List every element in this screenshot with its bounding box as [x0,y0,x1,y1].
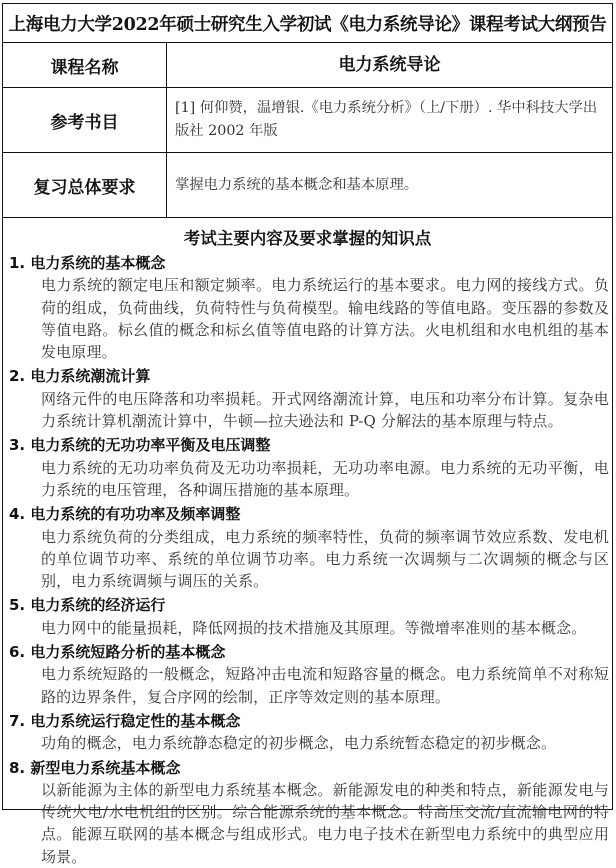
section-heading: 6. 电力系统短路分析的基本概念 [9,643,226,662]
section-heading: 7. 电力系统运行稳定性的基本概念 [9,711,241,730]
section-heading: 4. 电力系统的有功功率及频率调整 [9,505,241,524]
section-heading: 8. 新型电力系统基本概念 [9,758,181,777]
section-body: 电力系统短路的一般概念，短路冲击电流和短路容量的概念。电力系统简单不对称短路的边界条件，复合序网的绘制，正序等效定则的基本原理。 [41,665,609,706]
course-name-label: 课程名称 [3,43,167,87]
section-body: 以新能源为主体的新型电力系统基本概念。新能源发电的种类和特点，新能源发电与传统火电/水电机组的区别。综合能源系统的基本概念。特高压交流/直流输电网的特点。能源互联网的基本概念与组成形式。电力电子技术在新型电力系统中的典型应用场景。 [41,780,609,866]
section-body: 功角的概念，电力系统静态稳定的初步概念，电力系统暂态稳定的初步概念。 [41,734,557,753]
section-1 [3,252,612,363]
section-3 [3,434,612,501]
reference-books-label: 参考书目 [3,88,167,152]
section-title: 考试主要内容及要求掌握的知识点 [183,229,432,248]
section-8 [3,757,612,868]
section-body: 电力系统负荷的分类组成，电力系统的频率特性，负荷的频率调节效应系数、发电机的单位调节功率、系统的单位调节功率。电力系统一次调频与二次调频的概念与区别，电力系统调频与调压的关系。 [41,527,609,591]
section-heading: 2. 电力系统潮流计算 [9,367,151,386]
section-2 [3,365,612,432]
syllabus-table [2,3,613,866]
section-7 [3,710,612,755]
section-body: 电力系统的无功功率负荷及无功功率损耗，无功功率电源。电力系统的无功平衡，电力系统的电压管理，各种调压措施的基本原理。 [41,458,609,499]
section-4 [3,503,612,592]
row-review-requirements [3,153,612,218]
section-heading: 1. 电力系统的基本概念 [9,254,166,272]
section-5 [3,594,612,639]
knowledge-points [3,218,612,866]
section-6 [3,641,612,708]
document-title: 上海电力大学2022年硕士研究生入学初试《电力系统导论》课程考试大纲预告 [3,4,612,43]
course-name-value: 电力系统导论 [338,54,441,75]
section-heading: 5. 电力系统的经济运行 [9,596,166,615]
section-body: 网络元件的电压降落和功率损耗。开式网络潮流计算，电压和功率分布计算。复杂电力系统计算机潮流计算中，牛顿—拉夫逊法和 P-Q 分解法的基本原理与特点。 [41,389,609,431]
row-reference-books [3,88,612,153]
section-body: 电力系统的额定电压和额定频率。电力系统运行的基本要求。电力网的接线方式。负荷的组成，负荷曲线，负荷特性与负荷模型。输电线路的等值电路。变压器的参数及等值电路。标幺值的概念和标幺值等值电路的计算方法。火电机组和水电机组的基本发电原理。 [41,276,609,362]
review-requirements-label: 复习总体要求 [3,153,167,217]
row-course-name [3,43,612,88]
reference-books-value: [1] 何仰赞，温增银.《电力系统分析》（上/下册）. 华中科技大学出版社 2002 年版 [175,100,598,139]
review-requirements-value: 掌握电力系统的基本概念和基本原理。 [175,176,419,193]
section-heading: 3. 电力系统的无功功率平衡及电压调整 [9,436,271,455]
section-body: 电力网中的能量损耗，降低网损的技术措施及其原理。等微增率准则的基本概念。 [41,618,587,637]
